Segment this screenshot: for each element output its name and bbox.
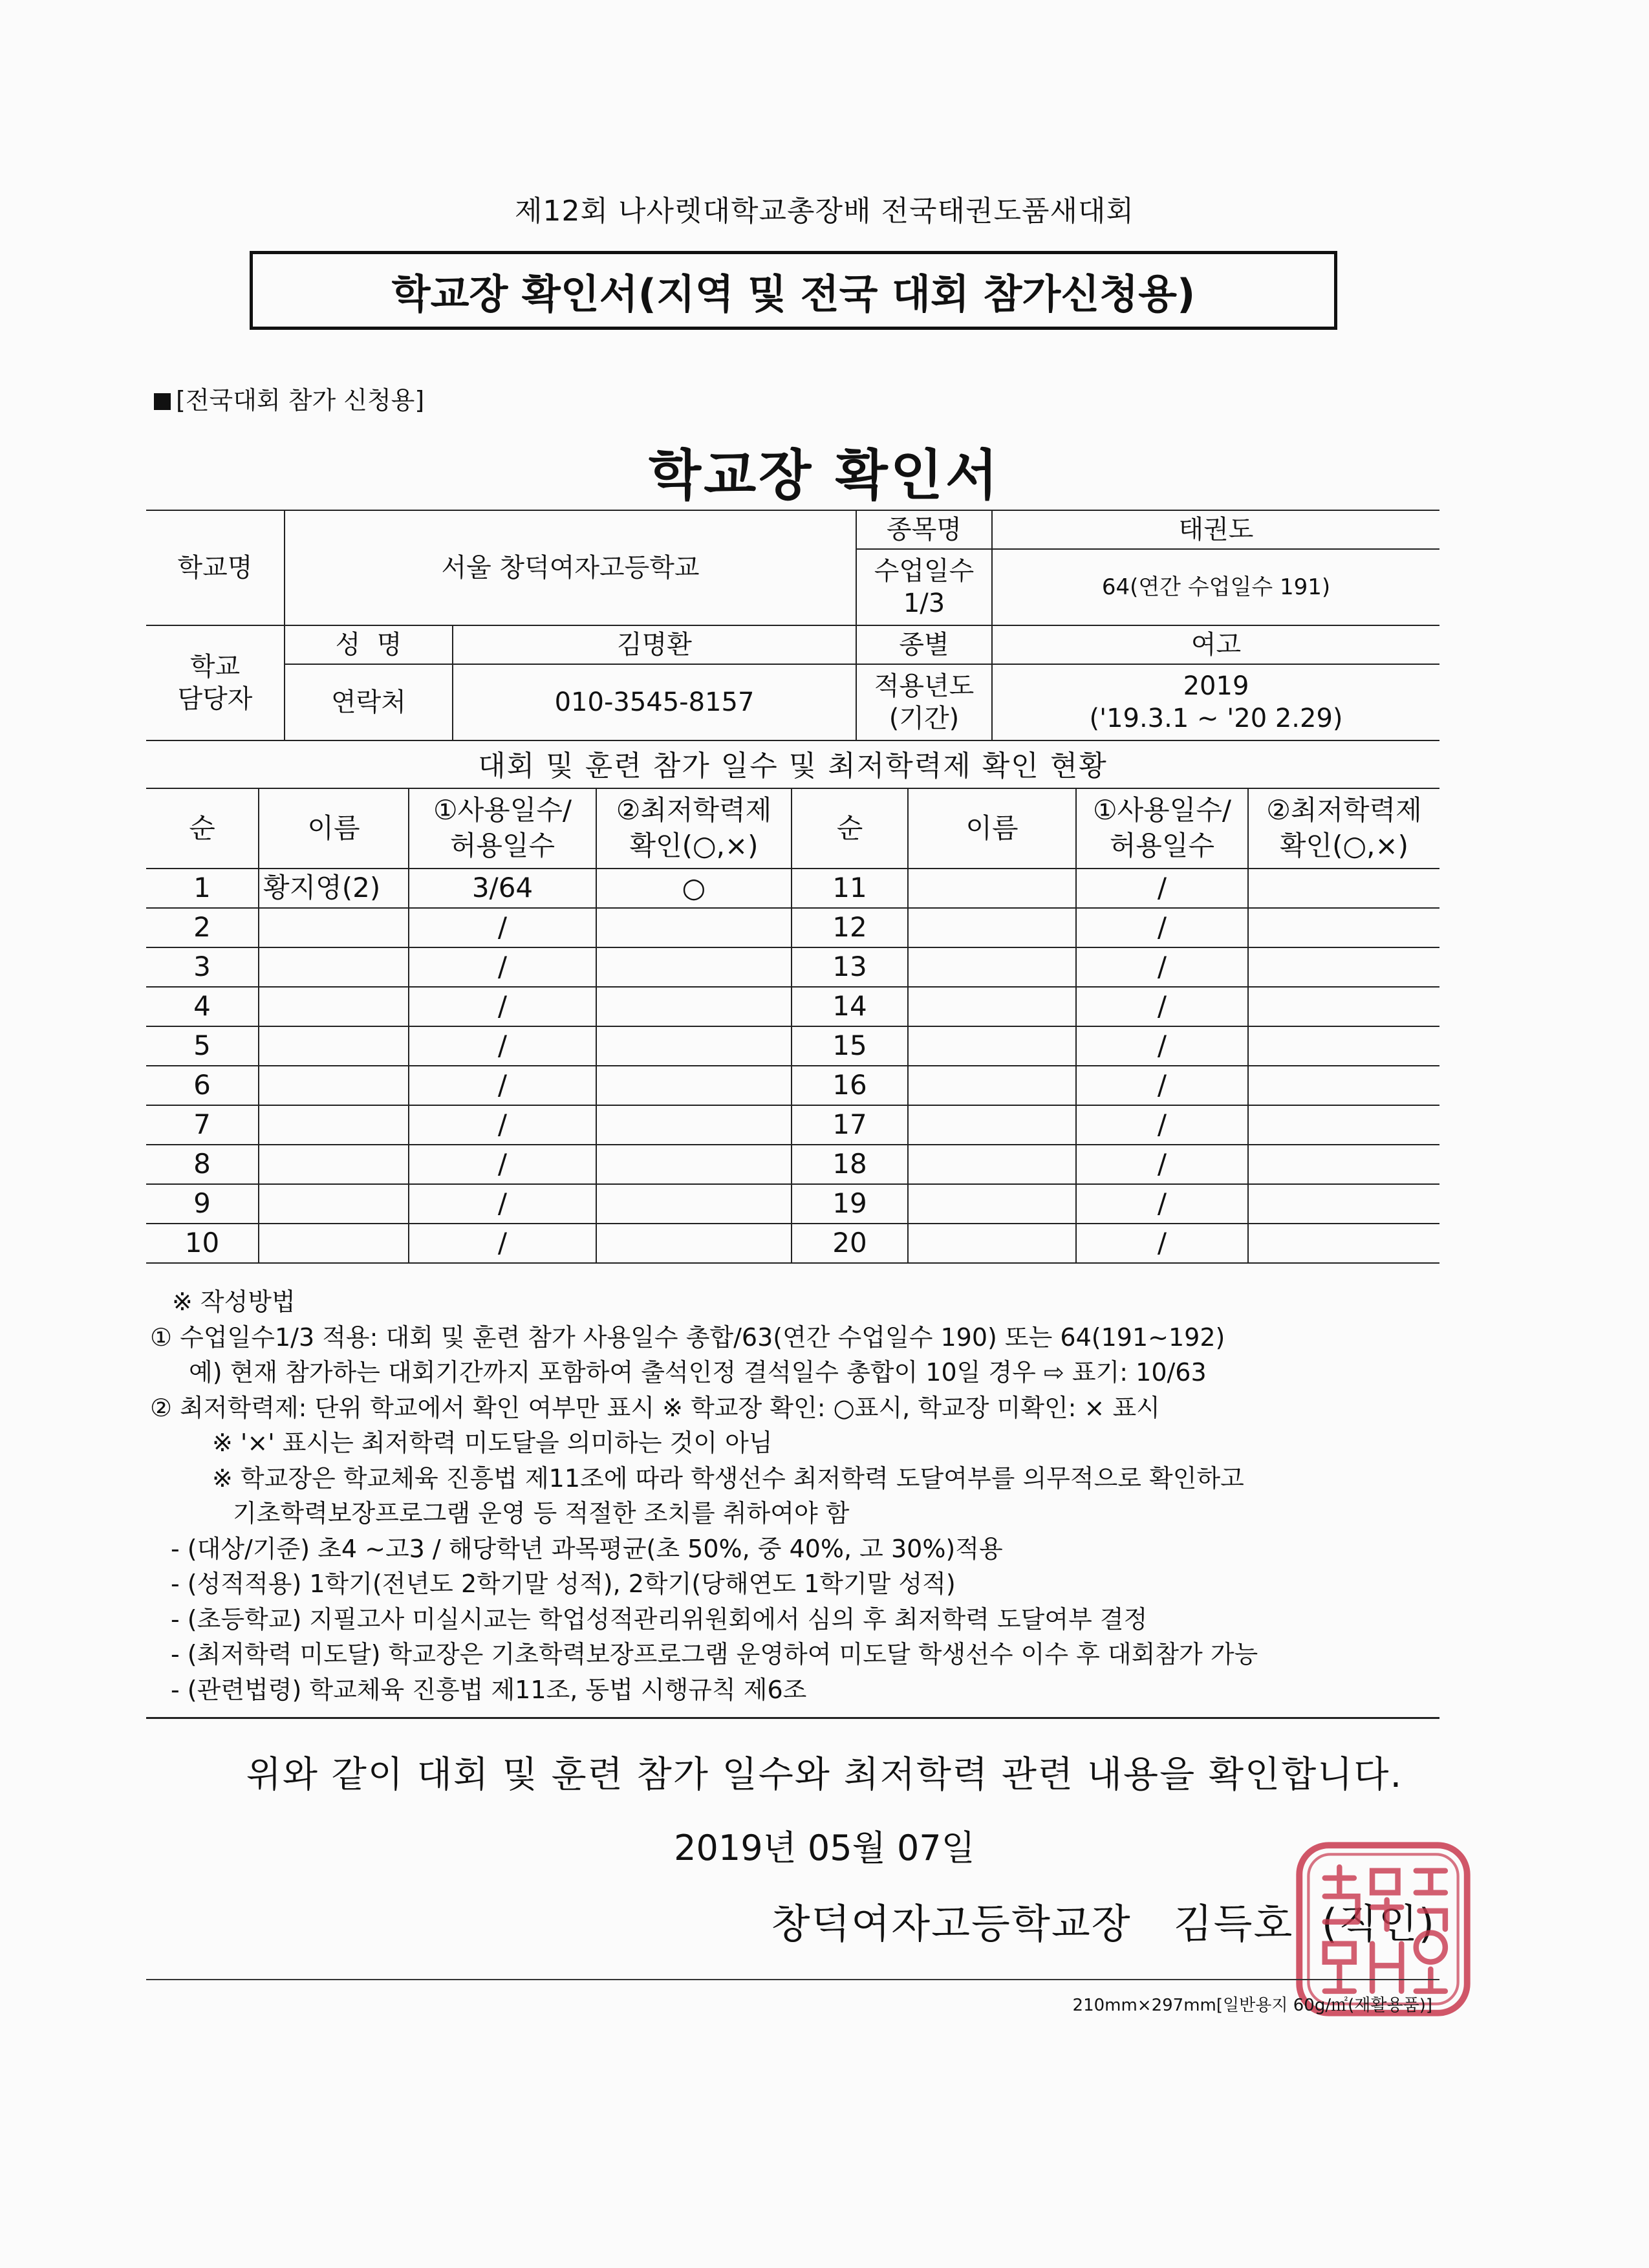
table-row	[146, 1145, 1439, 1184]
days-label-line2: 1/3	[903, 589, 945, 618]
form-tag-label: [전국대회 참가 신청용]	[176, 386, 425, 415]
cell-check-left	[596, 987, 792, 1026]
cell-name-right	[908, 987, 1076, 1026]
table-row	[146, 1184, 1439, 1224]
cell-name-right	[908, 1184, 1076, 1224]
document-date: 2019년 05월 07일	[674, 1828, 975, 1868]
cell-days-right: /	[1076, 1066, 1248, 1105]
year-value-line2: ('19.3.1 ~ '20 2.29)	[1089, 704, 1343, 733]
cell-days-right: /	[1076, 987, 1248, 1026]
instruction-line: - (최저학력 미도달) 학교장은 기초학력보장프로그램 운영하여 미도달 학생선수 이수 후 대회참가 가능	[171, 1640, 1258, 1669]
cell-check-left	[596, 1066, 792, 1105]
col-days-right	[1076, 788, 1248, 869]
cell-name-left	[259, 1026, 409, 1066]
cell-name-left	[259, 1145, 409, 1184]
cell-check-right	[1248, 1184, 1439, 1224]
cell-name-right	[908, 947, 1076, 987]
event-title: 제12회 나사렛대학교총장배 전국태권도품새대회	[514, 195, 1135, 228]
school-label: 학교명	[146, 510, 285, 625]
cell-no-right: 11	[792, 869, 908, 908]
cell-days-left: /	[409, 1184, 596, 1224]
form-tag	[154, 380, 424, 416]
cell-no-right: 20	[792, 1224, 908, 1263]
cell-days-right: /	[1076, 1145, 1248, 1184]
manager-label-line1: 학교	[189, 652, 241, 682]
manager-label	[146, 625, 285, 740]
days-label-line1: 수업일수	[874, 556, 975, 586]
cell-name-left	[259, 987, 409, 1026]
type-label: 종별	[856, 625, 992, 664]
table-row	[146, 1026, 1439, 1066]
instruction-line: ※ 학교장은 학교체육 진흥법 제11조에 따라 학생선수 최저학력 도달여부를 의무적으로 확인하고	[212, 1463, 1244, 1493]
col-check-right-line1: ②최저학력제	[1266, 794, 1422, 826]
cell-name-right	[908, 869, 1076, 908]
cell-no-right: 19	[792, 1184, 908, 1224]
col-no-right: 순	[792, 788, 908, 869]
col-check-right	[1248, 788, 1439, 869]
cell-check-left	[596, 1184, 792, 1224]
manager-name: 김명환	[453, 625, 856, 664]
cell-days-right: /	[1076, 947, 1248, 987]
cell-days-right: /	[1076, 1224, 1248, 1263]
col-check-right-line2: 확인(○,×)	[1279, 830, 1409, 861]
cell-check-right	[1248, 869, 1439, 908]
cell-no-left: 5	[146, 1026, 259, 1066]
square-bullet-icon	[154, 393, 171, 410]
year-label-line1: 적용년도	[874, 671, 975, 701]
cell-no-right: 16	[792, 1066, 908, 1105]
cell-name-right	[908, 1145, 1076, 1184]
year-label	[856, 664, 992, 740]
cell-check-left	[596, 1105, 792, 1145]
cell-check-left	[596, 947, 792, 987]
instruction-line: - (관련법령) 학교체육 진흥법 제11조, 동법 시행규칙 제6조	[171, 1675, 807, 1704]
contact-value: 010-3545-8157	[453, 664, 856, 740]
cell-days-right: /	[1076, 1105, 1248, 1145]
instruction-line: ① 수업일수1/3 적용: 대회 및 훈련 참가 사용일수 총합/63(연간 수업일수 190) 또는 64(191~192)	[150, 1323, 1225, 1352]
table-row	[146, 1105, 1439, 1145]
cell-days-left: 3/64	[409, 869, 596, 908]
bottom-divider	[146, 1979, 1439, 1980]
cell-name-left	[259, 908, 409, 947]
cell-no-right: 17	[792, 1105, 908, 1145]
cell-days-left: /	[409, 987, 596, 1026]
table-row	[146, 987, 1439, 1026]
participation-table	[146, 788, 1439, 1264]
col-days-right-line2: 허용일수	[1109, 830, 1215, 861]
cell-days-left: /	[409, 1026, 596, 1066]
cell-name-left	[259, 1105, 409, 1145]
divider	[146, 1717, 1439, 1719]
cell-name-left	[259, 1066, 409, 1105]
cell-name-left: 황지영(2)	[259, 869, 409, 908]
cell-check-right	[1248, 1145, 1439, 1184]
cell-no-right: 13	[792, 947, 908, 987]
cell-no-right: 18	[792, 1145, 908, 1184]
cell-days-right: /	[1076, 908, 1248, 947]
cell-check-right	[1248, 908, 1439, 947]
cell-no-left: 8	[146, 1145, 259, 1184]
cell-days-left: /	[409, 1224, 596, 1263]
col-check-left-line1: ②최저학력제	[616, 794, 772, 826]
col-no-left: 순	[146, 788, 259, 869]
col-days-left	[409, 788, 596, 869]
cell-no-left: 1	[146, 869, 259, 908]
cell-no-right: 15	[792, 1026, 908, 1066]
cell-name-right	[908, 1105, 1076, 1145]
cell-name-left	[259, 1184, 409, 1224]
cell-days-left: /	[409, 1066, 596, 1105]
cell-no-left: 9	[146, 1184, 259, 1224]
days-label	[856, 549, 992, 625]
paper-spec-note: 210mm×297mm[일반용지 60g/㎡(재활용품)]	[1072, 1996, 1432, 2015]
event-label: 종목명	[856, 510, 992, 549]
cell-days-right: /	[1076, 1184, 1248, 1224]
contact-label: 연락처	[285, 664, 453, 740]
cell-days-left: /	[409, 908, 596, 947]
cell-check-left: ○	[596, 869, 792, 908]
year-label-line2: (기간)	[889, 704, 960, 733]
cell-check-left	[596, 1145, 792, 1184]
cell-days-right: /	[1076, 1026, 1248, 1066]
instruction-line: ※ '×' 표시는 최저학력 미도달을 의미하는 것이 아님	[212, 1429, 773, 1457]
doc-heading: 학교장 확인서	[648, 444, 1001, 507]
cell-check-right	[1248, 1224, 1439, 1263]
cell-check-right	[1248, 1066, 1439, 1105]
cell-no-right: 14	[792, 987, 908, 1026]
instruction-line: ② 최저학력제: 단위 학교에서 확인 여부만 표시 ※ 학교장 확인: ○표시, 학교장 미확인: × 표시	[150, 1393, 1160, 1422]
document-title-box	[250, 251, 1337, 330]
cell-check-left	[596, 1224, 792, 1263]
col-check-left-line2: 확인(○,×)	[629, 830, 759, 861]
instruction-line: - (성적적용) 1학기(전년도 2학기말 성적), 2학기(당해연도 1학기말 성적)	[171, 1570, 956, 1598]
cell-check-right	[1248, 1105, 1439, 1145]
principal-signature: 창덕여자고등학교장 김득호 (직인)	[771, 1900, 1436, 1947]
table-row	[146, 869, 1439, 908]
type-value: 여고	[992, 625, 1439, 664]
cell-no-left: 7	[146, 1105, 259, 1145]
name-label: 성 명	[285, 625, 453, 664]
cell-check-right	[1248, 987, 1439, 1026]
school-info-table	[146, 510, 1439, 741]
cell-name-right	[908, 1026, 1076, 1066]
cell-name-right	[908, 1066, 1076, 1105]
cell-no-left: 2	[146, 908, 259, 947]
table-header-row	[146, 788, 1439, 869]
event-value: 태권도	[992, 510, 1439, 549]
cell-name-left	[259, 1224, 409, 1263]
instructions-heading: ※ 작성방법	[172, 1288, 296, 1316]
cell-check-left	[596, 1026, 792, 1066]
status-heading: 대회 및 훈련 참가 일수 및 최저학력제 확인 현황	[478, 750, 1108, 783]
instruction-line: - (대상/기준) 초4 ~고3 / 해당학년 과목평균(초 50%, 중 40%, 고 30%)적용	[171, 1534, 1003, 1563]
instruction-line: 예) 현재 참가하는 대회기간까지 포함하여 출석인정 결석일수 총합이 10일 경우 ⇨ 표기: 10/63	[189, 1358, 1207, 1387]
cell-check-right	[1248, 1026, 1439, 1066]
confirmation-statement: 위와 같이 대회 및 훈련 참가 일수와 최저학력 관련 내용을 확인합니다.	[246, 1754, 1403, 1796]
cell-no-left: 6	[146, 1066, 259, 1105]
cell-days-left: /	[409, 947, 596, 987]
cell-days-left: /	[409, 1105, 596, 1145]
instruction-line: - (초등학교) 지필고사 미실시교는 학업성적관리위원회에서 심의 후 최저학력 도달여부 결정	[171, 1604, 1148, 1634]
col-name-right: 이름	[908, 788, 1076, 869]
cell-no-left: 10	[146, 1224, 259, 1263]
cell-no-left: 4	[146, 987, 259, 1026]
col-days-right-line1: ①사용일수/	[1092, 794, 1232, 826]
instruction-line: 기초학력보장프로그램 운영 등 적절한 조치를 취하여야 함	[233, 1499, 850, 1528]
col-days-left-line2: 허용일수	[449, 830, 555, 861]
cell-no-right: 12	[792, 908, 908, 947]
col-name-left: 이름	[259, 788, 409, 869]
instructions	[150, 1284, 1450, 1707]
cell-name-right	[908, 908, 1076, 947]
table-row	[146, 908, 1439, 947]
cell-no-left: 3	[146, 947, 259, 987]
table-row	[146, 947, 1439, 987]
days-value: 64(연간 수업일수 191)	[992, 549, 1439, 625]
cell-check-left	[596, 908, 792, 947]
school-name: 서울 창덕여자고등학교	[285, 510, 856, 625]
manager-label-line2: 담당자	[177, 684, 253, 714]
year-value-line1: 2019	[1183, 671, 1249, 701]
cell-name-left	[259, 947, 409, 987]
cell-days-left: /	[409, 1145, 596, 1184]
cell-name-right	[908, 1224, 1076, 1263]
document-title: 학교장 확인서(지역 및 전국 대회 참가신청용)	[391, 270, 1196, 318]
cell-days-right: /	[1076, 869, 1248, 908]
table-row	[146, 1066, 1439, 1105]
col-check-left	[596, 788, 792, 869]
cell-check-right	[1248, 947, 1439, 987]
table-row	[146, 1224, 1439, 1263]
col-days-left-line1: ①사용일수/	[433, 794, 572, 826]
year-value	[992, 664, 1439, 740]
